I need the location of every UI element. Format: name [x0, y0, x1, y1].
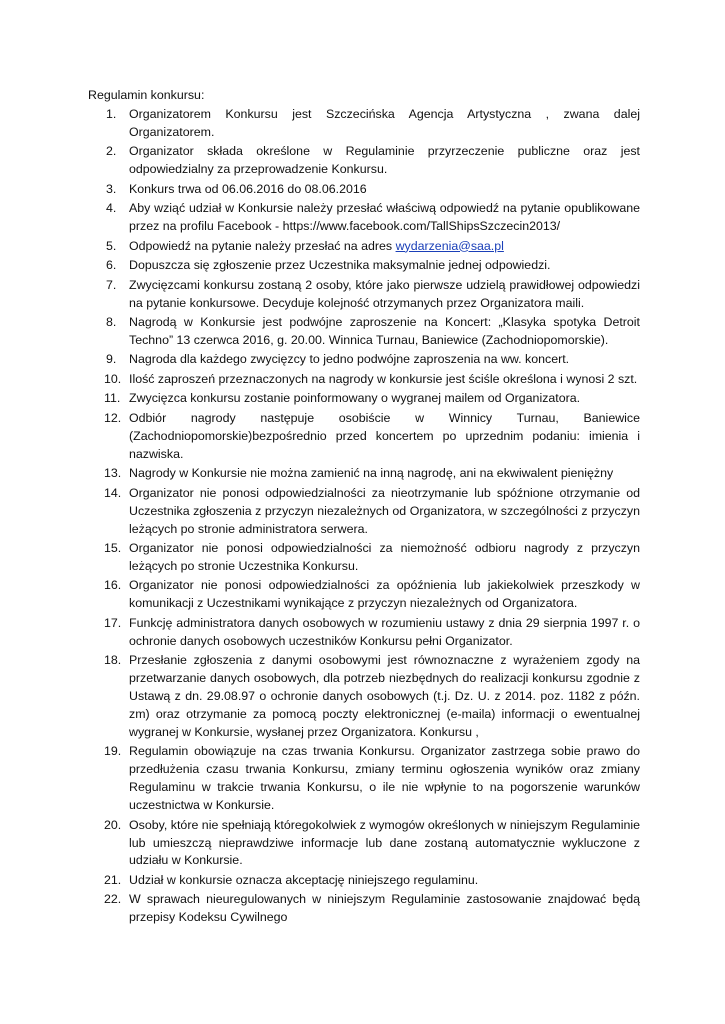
- rule-text: Nagrody w Konkursie nie można zamienić na inną nagrodę, ani na ekwiwalent pieniężny: [129, 466, 614, 481]
- rule-text: W sprawach nieuregulowanych w niniejszym Regulaminie zastosowanie znajdować będą przepisy Kodeksu Cywilnego: [129, 892, 640, 925]
- rule-text: Organizator nie ponosi odpowiedzialności za nieotrzymanie lub spóźnione otrzymanie od Uczestnika zgłoszenia z przyczyn niezależnych od Organizatora, w szczególności z przyczyn leżących po stronie administratora serwera.: [129, 485, 640, 536]
- rule-item: [88, 390, 640, 408]
- rule-item: [88, 891, 640, 927]
- rule-number: 20.: [104, 817, 122, 832]
- rule-item: [88, 106, 640, 142]
- rule-item: [88, 277, 640, 313]
- rule-text: Przesłanie zgłoszenia z danymi osobowymi jest równoznaczne z wyrażeniem zgody na przetwarzanie danych osobowych, dla potrzeb niezbędnych do realizacji konkursu zgodnie z Ustawą z dn. 29.08.97 o ochronie danych osobowych (t.j. Dz. U. z 2014. poz. 1182 z późn. zm) oraz otrzymanie za pomocą poczty elektronicznej (e-maila) informacji o ewentualnej wygranej w Konkursie, wysłanej przez Organizatora. Konkursu ,: [129, 653, 640, 739]
- rule-number: 18.: [104, 653, 122, 668]
- rule-number: 15.: [104, 541, 122, 556]
- rule-item: [88, 314, 640, 350]
- rule-item: [88, 615, 640, 651]
- rule-item: [88, 872, 640, 890]
- rule-item: [88, 540, 640, 576]
- rule-number: 2.: [106, 144, 117, 159]
- rules-list: [88, 106, 640, 927]
- rule-item: [88, 817, 640, 871]
- rule-number: 16.: [104, 578, 122, 593]
- rule-number: 22.: [104, 892, 122, 907]
- rule-number: 14.: [104, 485, 122, 500]
- rule-text: Nagroda dla każdego zwycięzcy to jedno podwójne zaproszenia na ww. koncert.: [129, 352, 570, 367]
- rule-number: 9.: [106, 352, 117, 367]
- rule-number: 19.: [104, 744, 122, 759]
- rule-text: Osoby, które nie spełniają któregokolwiek z wymogów określonych w niniejszym Regulaminie lub umieszczą nieprawdziwe informacje lub dane zostaną automatycznie wykluczone z udziału w Konkursie.: [129, 817, 640, 868]
- rule-text: Zwycięzca konkursu zostanie poinformowany o wygranej mailem od Organizatora.: [129, 391, 581, 406]
- rule-text: Nagrodą w Konkursie jest podwójne zaproszenie na Koncert: „Klasyka spotyka Detroit Techno” 13 czerwca 2016, g. 20.00. Winnica Turnau, Baniewice (Zachodniopomorskie).: [129, 315, 640, 347]
- rule-item: [88, 485, 640, 539]
- rule-text: Ilość zaproszeń przeznaczonych na nagrody w konkursie jest ściśle określona i wynosi 2 szt.: [129, 371, 638, 386]
- document-page: [88, 87, 640, 929]
- rule-item: [88, 410, 640, 464]
- rule-text: Odbiór nagrody następuje osobiście w Winnicy Turnau, Baniewice (Zachodniopomorskie)bezpośrednio przed koncertem po uprzednim podaniu: imienia i nazwiska.: [129, 410, 640, 461]
- rule-item: [88, 238, 640, 256]
- rule-item: [88, 257, 640, 275]
- rule-number: 8.: [106, 315, 117, 330]
- rule-text: Odpowiedź na pytanie należy przesłać na adres: [129, 238, 396, 253]
- rule-item: [88, 465, 640, 483]
- document-title: Regulamin konkursu:: [88, 88, 205, 102]
- rule-number: 10.: [104, 371, 122, 386]
- rule-item: [88, 371, 640, 389]
- rule-text: Zwycięzcami konkursu zostaną 2 osoby, które jako pierwsze udzielą prawidłowej odpowiedzi na pytanie konkursowe. Decyduje kolejność otrzymanych przez Organizatora maili.: [129, 277, 640, 310]
- rule-number: 13.: [104, 466, 122, 481]
- rule-text: Organizator nie ponosi odpowiedzialności za opóźnienia lub jakiekolwiek przeszkody w komunikacji z Uczestnikami wynikające z przyczyn niezależnych od Organizatora.: [129, 578, 640, 611]
- rule-number: 6.: [106, 258, 117, 273]
- rule-item: [88, 577, 640, 613]
- rule-number: 17.: [104, 615, 122, 630]
- rule-item: [88, 181, 640, 199]
- rule-item: [88, 200, 640, 236]
- email-link[interactable]: wydarzenia@saa.pl: [395, 238, 504, 253]
- rule-text: Organizatorem Konkursu jest Szczecińska Agencja Artystyczna , zwana dalej Organizatorem.: [129, 106, 640, 139]
- rule-number: 7.: [106, 277, 117, 292]
- rule-text: Aby wziąć udział w Konkursie należy przesłać właściwą odpowiedź na pytanie opublikowane przez na profilu Facebook - https://www.facebook.com/TallShipsSzczecin2013/: [129, 201, 640, 234]
- rule-text: Udział w konkursie oznacza akceptację niniejszego regulaminu.: [129, 872, 479, 887]
- rule-item: [88, 143, 640, 179]
- rule-text: Regulamin obowiązuje na czas trwania Konkursu. Organizator zastrzega sobie prawo do przedłużenia czasu trwania Konkursu, zmiany terminu ogłoszenia wyników oraz zmiany Regulaminu w trakcie trwania Konkursu, o ile nie wpłynie to na pogorszenie warunków uczestnictwa w Konkursie.: [129, 744, 640, 813]
- rule-item: [88, 652, 640, 742]
- rule-number: 12.: [104, 410, 122, 425]
- rule-number: 21.: [104, 872, 122, 887]
- rule-item: [88, 743, 640, 815]
- rule-text: Organizator składa określone w Regulaminie przyrzeczenie publiczne oraz jest odpowiedzialny za przeprowadzenie Konkursu.: [129, 144, 640, 177]
- rule-number: 5.: [106, 238, 117, 253]
- rule-number: 4.: [106, 201, 117, 216]
- rule-text: Dopuszcza się zgłoszenie przez Uczestnika maksymalnie jednej odpowiedzi.: [129, 258, 551, 273]
- rule-number: 3.: [106, 181, 117, 196]
- rule-text: Konkurs trwa od 06.06.2016 do 08.06.2016: [129, 181, 367, 196]
- rule-item: [88, 351, 640, 369]
- rule-text: Funkcję administratora danych osobowych w rozumieniu ustawy z dnia 29 sierpnia 1997 r. o ochronie danych osobowych uczestników Konkursu pełni Organizator.: [129, 615, 640, 648]
- rule-text: Organizator nie ponosi odpowiedzialności za niemożność odbioru nagrody z przyczyn leżących po stronie Uczestnika Konkursu.: [129, 541, 640, 573]
- rule-number: 11.: [104, 391, 121, 406]
- rule-number: 1.: [106, 106, 117, 121]
